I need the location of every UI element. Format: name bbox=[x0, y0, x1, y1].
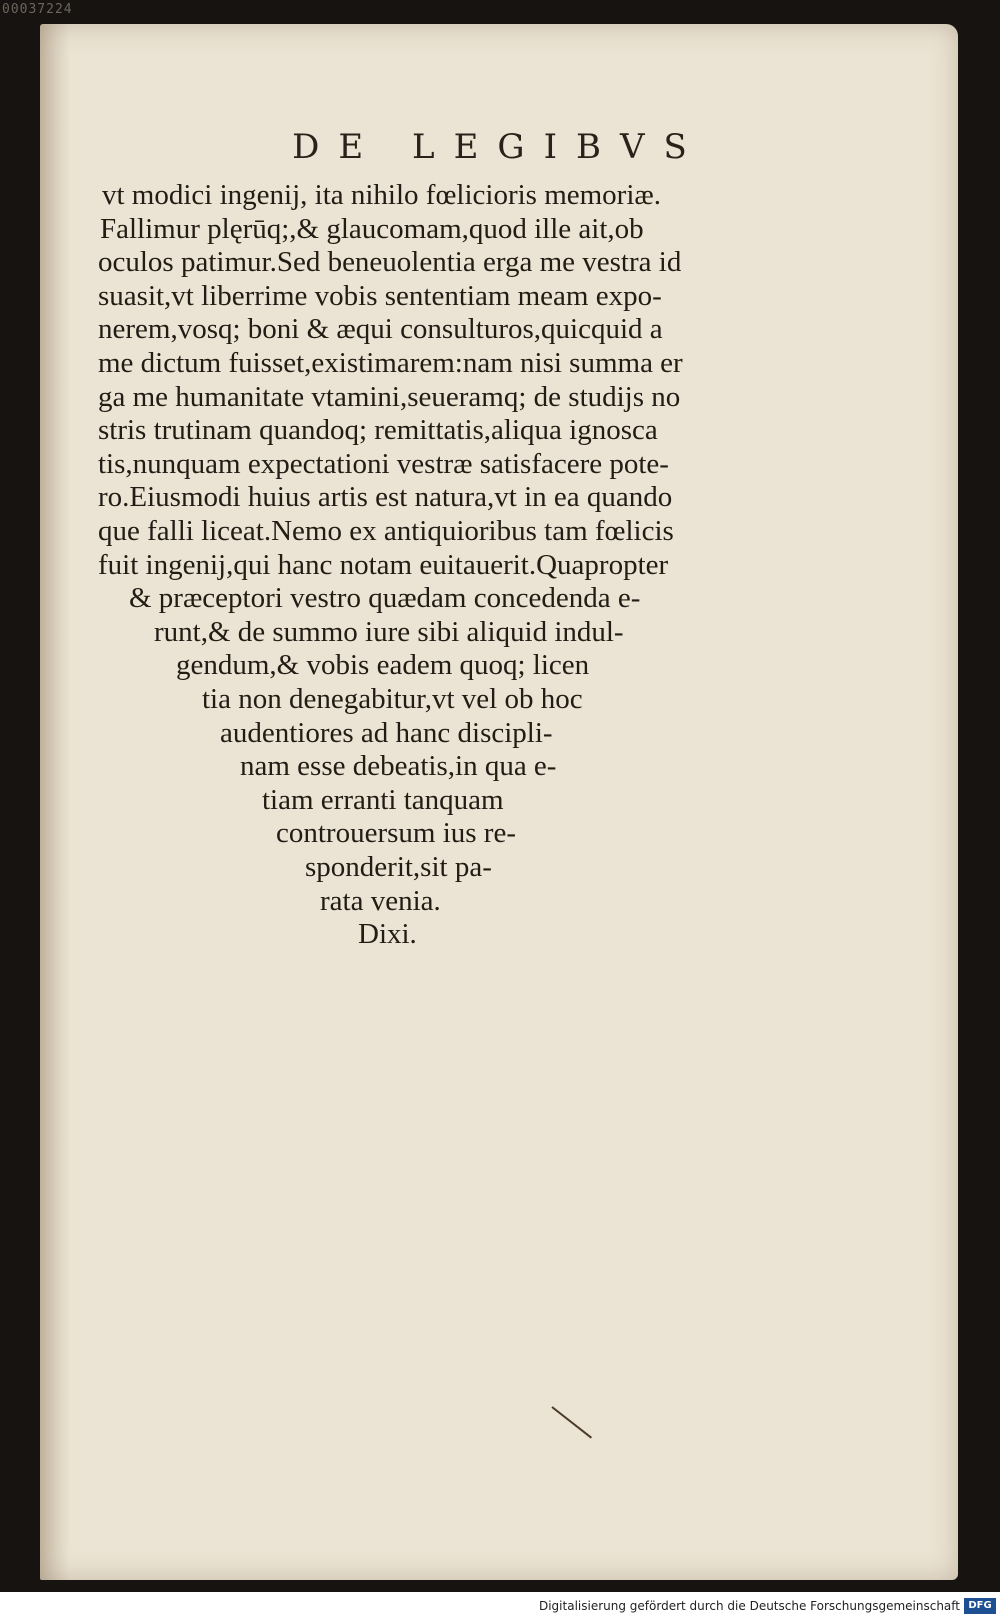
text-line: stris trutinam quandoq; remittatis,aliqua ignosca bbox=[98, 414, 658, 447]
book-page bbox=[40, 24, 958, 1580]
text-line: suasit,vt liberrime vobis sententiam meam expo- bbox=[98, 279, 662, 312]
text-line: vt modici ingenij, ita nihilo fœlicioris memoriæ. bbox=[102, 179, 661, 211]
text-line: tiam erranti tanquam bbox=[262, 783, 504, 816]
text-line: audentiores ad hanc discipli- bbox=[220, 716, 553, 749]
text-line: que falli liceat.Nemo ex antiquioribus tam fœlicis bbox=[98, 515, 674, 547]
dfg-logo: DFG bbox=[964, 1598, 996, 1614]
text-line: ro.Eiusmodi huius artis est natura,vt in ea quando bbox=[98, 481, 673, 514]
text-line: tia non denegabitur,vt vel ob hoc bbox=[202, 683, 583, 715]
text-line: rata venia. bbox=[320, 884, 441, 917]
running-header: DE LEGIBVS bbox=[292, 127, 706, 167]
text-line: tis,nunquam expectationi vestræ satisfacere pote- bbox=[98, 447, 669, 480]
text-line: & præceptori vestro quædam concedenda e- bbox=[129, 582, 641, 615]
text-line: runt,& de summo iure sibi aliquid indul- bbox=[154, 615, 624, 648]
ink-mark bbox=[551, 1406, 592, 1438]
text-line: sponderit,sit pa- bbox=[305, 851, 492, 883]
text-line: fuit ingenij,qui hanc notam euitauerit.Quapropter bbox=[98, 548, 669, 581]
text-line: Fallimur plęrūq;,& glaucomam,quod ille ait,ob bbox=[100, 212, 644, 245]
text-line: controuersum ius re- bbox=[276, 817, 516, 850]
text-line: oculos patimur.Sed beneuolentia erga me vestra id bbox=[98, 246, 682, 279]
digitization-credit: Digitalisierung gefördert durch die Deutsche Forschungsgemeinschaft bbox=[538, 1599, 960, 1613]
text-line: nam esse debeatis,in qua e- bbox=[240, 750, 557, 783]
text-line: nerem,vosq; boni & æqui consulturos,quicquid a bbox=[98, 313, 663, 346]
scan-id: 00037224 bbox=[2, 2, 73, 17]
text-line: me dictum fuisset,existimarem:nam nisi summa er bbox=[98, 347, 683, 379]
text-line: ga me humanitate vtamini,seueramq; de studijs no bbox=[98, 380, 681, 413]
footer-bar bbox=[0, 1592, 1000, 1622]
text-line: gendum,& vobis eadem quoq; licen bbox=[176, 649, 590, 682]
text-line: Dixi. bbox=[358, 918, 417, 951]
